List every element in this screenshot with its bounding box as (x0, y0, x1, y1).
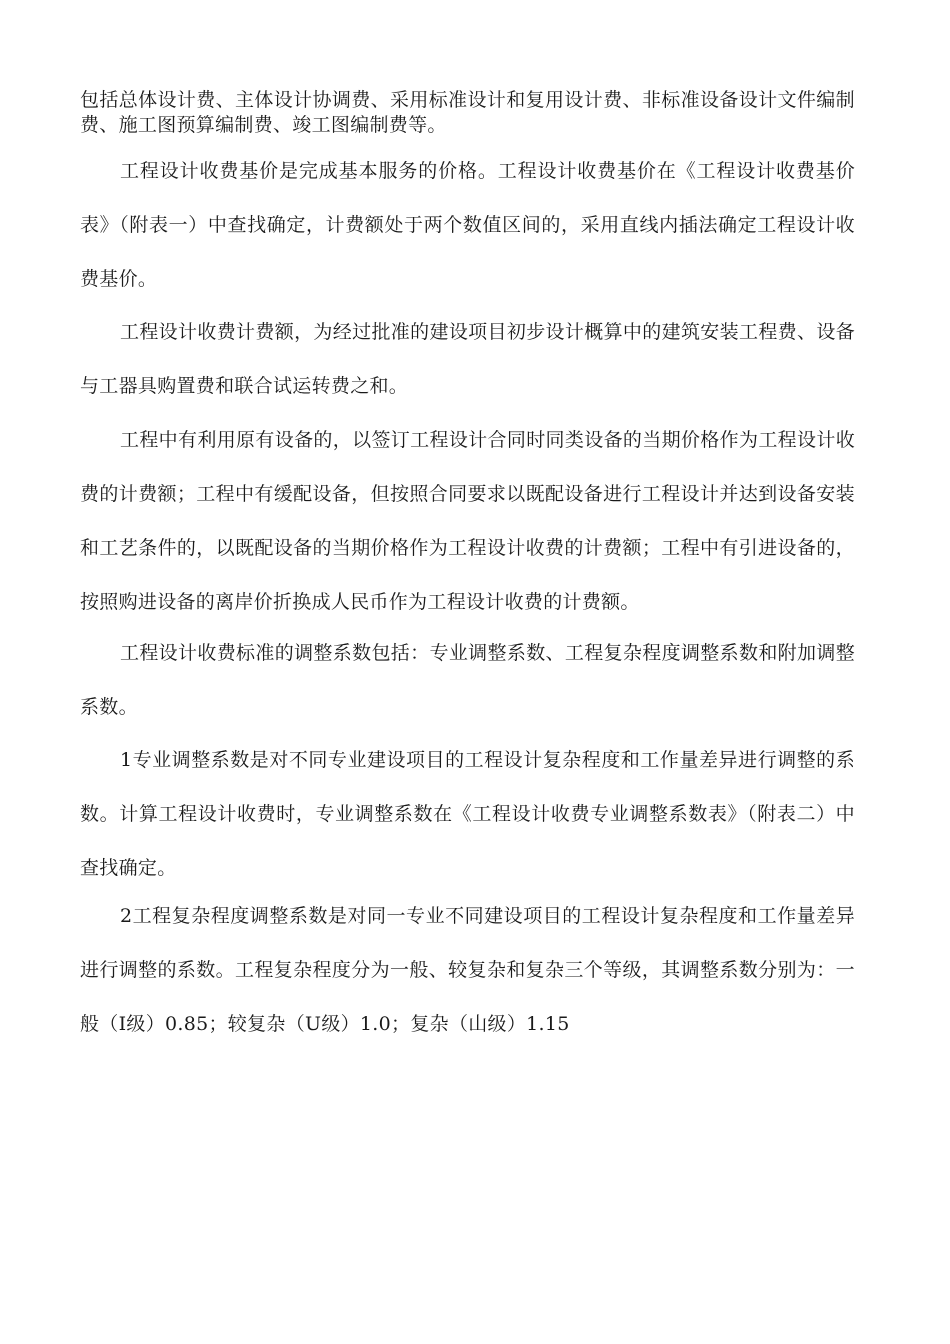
paragraph-professional-factor: 1专业调整系数是对不同专业建设项目的工程设计复杂程度和工作量差异进行调整的系数。计算工程设计收费时，专业调整系数在《工程设计收费专业调整系数表》（附表二）中查找确定。 (80, 749, 855, 879)
paragraph-fee-items: 包括总体设计费、主体设计协调费、采用标准设计和复用设计费、非标准设备设计文件编制费、施工图预算编制费、竣工图编制费等。 (80, 89, 855, 136)
paragraph-adjustment-factors: 工程设计收费标准的调整系数包括：专业调整系数、工程复杂程度调整系数和附加调整系数。 (80, 642, 855, 718)
paragraph-fee-amount: 工程设计收费计费额，为经过批准的建设项目初步设计概算中的建筑安装工程费、设备与工器具购置费和联合试运转费之和。 (80, 321, 855, 397)
paragraph-base-price: 工程设计收费基价是完成基本服务的价格。工程设计收费基价在《工程设计收费基价表》（附表一）中查找确定，计费额处于两个数值区间的，采用直线内插法确定工程设计收费基价。 (80, 160, 855, 290)
paragraph-equipment: 工程中有利用原有设备的，以签订工程设计合同时同类设备的当期价格作为工程设计收费的计费额；工程中有缓配设备，但按照合同要求以既配设备进行工程设计并达到设备安装和工艺条件的，以既配设备的当期价格作为工程设计收费的计费额；工程中有引进设备的，按照购进设备的离岸价折换成人民币作为工程设计收费的计费额。 (80, 429, 855, 613)
paragraph-complexity-factor: 2工程复杂程度调整系数是对同一专业不同建设项目的工程设计复杂程度和工作量差异进行调整的系数。工程复杂程度分为一般、较复杂和复杂三个等级，其调整系数分别为：一般（I级）0.85；较复杂（U级）1.0；复杂（山级）1.15 (80, 905, 855, 1035)
